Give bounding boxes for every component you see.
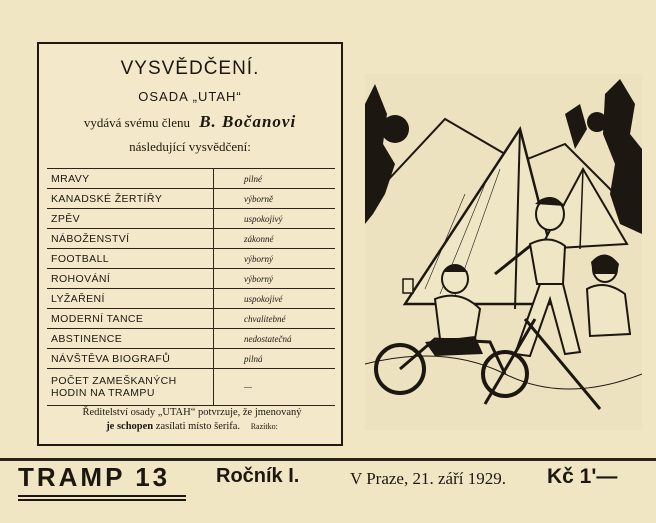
table-row — [47, 369, 335, 406]
table-row — [47, 229, 335, 249]
footer-text-2: zasílati místo šerifa. — [155, 421, 241, 432]
grade-cell: pilná — [214, 349, 336, 369]
certificate-subtitle: následující vysvědčení: — [129, 139, 251, 154]
volume-label: Ročník I. — [216, 465, 300, 487]
signature-label: Razítko: — [250, 422, 278, 431]
grade-cell: uspokojivé — [214, 289, 336, 309]
subject-cell: NÁVŠTĚVA BIOGRAFŮ — [47, 349, 214, 369]
certificate-title: VYSVĚDČENÍ. — [120, 58, 260, 79]
grade-cell: zákonné — [214, 229, 336, 249]
subject-cell: ZPĚV — [47, 209, 214, 229]
table-row — [47, 349, 335, 369]
footer-text-1: Ředitelství osady „UTAH“ potvrzuje, že jmenovaný — [82, 407, 302, 418]
grade-cell: uspokojivý — [214, 209, 336, 229]
grade-cell: pilné — [214, 169, 336, 189]
grade-cell: výborný — [214, 269, 336, 289]
issued-to-prefix: vydává svému členu — [83, 115, 190, 130]
grade-cell: chvalitebné — [214, 309, 336, 329]
subject-cell: POČET ZAMEŠKANÝCH HODIN NA TRAMPU — [47, 369, 214, 406]
member-name: B. Bočanovi — [199, 112, 297, 131]
subject-cell: NÁBOŽENSTVÍ — [47, 229, 214, 249]
certificate-box — [37, 42, 343, 446]
title-underline-2 — [18, 499, 186, 501]
grade-cell: nedostatečná — [214, 329, 336, 349]
table-row — [47, 169, 335, 189]
table-row — [47, 289, 335, 309]
table-row — [47, 329, 335, 349]
tent-scene-drawing — [365, 74, 642, 430]
organization-name: OSADA „UTAH“ — [138, 89, 242, 104]
table-row — [47, 209, 335, 229]
grades-table — [47, 168, 335, 406]
table-row — [47, 269, 335, 289]
grade-cell: výborně — [214, 189, 336, 209]
subject-cell: FOOTBALL — [47, 249, 214, 269]
subject-cell: MODERNÍ TANCE — [47, 309, 214, 329]
magazine-title: TRAMP 13 — [18, 462, 171, 492]
issued-to-line — [39, 112, 341, 132]
grade-cell: výborný — [214, 249, 336, 269]
grade-cell: — — [214, 369, 336, 406]
subject-cell: MRAVY — [47, 169, 214, 189]
table-row — [47, 189, 335, 209]
certificate-footer — [51, 406, 333, 434]
price-label: Kč 1'— — [547, 465, 618, 488]
title-underline — [18, 495, 186, 497]
subject-cell: ROHOVÁNÍ — [47, 269, 214, 289]
table-row — [47, 249, 335, 269]
footer-divider — [0, 458, 656, 461]
page-footer — [0, 462, 656, 523]
subject-cell: KANADSKÉ ŽERTÍŘY — [47, 189, 214, 209]
camp-illustration — [365, 74, 642, 430]
subject-cell: LYŽAŘENÍ — [47, 289, 214, 309]
dateline: V Praze, 21. září 1929. — [350, 469, 506, 488]
table-row — [47, 309, 335, 329]
subject-cell: ABSTINENCE — [47, 329, 214, 349]
footer-bold-text: je schopen — [106, 421, 154, 432]
